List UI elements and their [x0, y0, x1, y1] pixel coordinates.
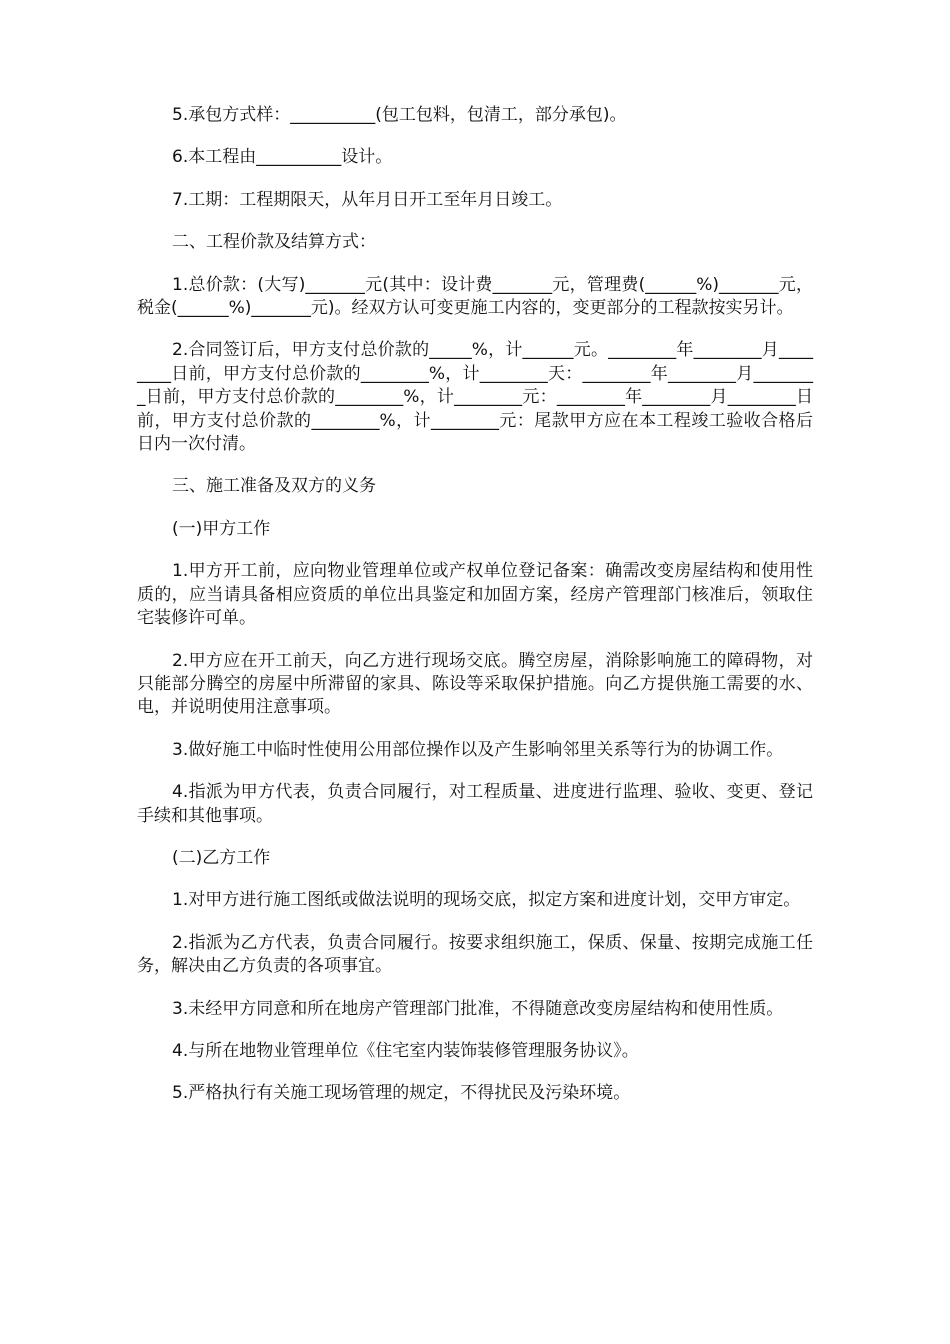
- party-a-item-4: 4.指派为甲方代表，负责合同履行，对工程质量、进度进行监理、验收、变更、登记手续和其他事项。: [137, 782, 813, 826]
- clause-payment-schedule: 2.合同签订后，甲方支付总价款的_____%，计______元。________年________月________日前，甲方支付总价款的________%，计________天：________年________月________日前，甲方支付总价款的________%，计________元：________年________月________日前，甲方支付总价款的________%，计________元：尾款甲方应在本工程竣工验收合格后日内一次付清。: [137, 340, 813, 455]
- section-heading-obligations: 三、施工准备及双方的义务: [172, 476, 376, 497]
- clause-design-party: 6.本工程由__________设计。: [172, 147, 393, 168]
- document-page: [137, 104, 813, 1125]
- subsection-heading-party-b: (二)乙方工作: [172, 847, 271, 868]
- section-heading-price: 二、工程价款及结算方式：: [172, 232, 376, 253]
- party-b-item-4: 4.与所在地物业管理单位《住宅室内装饰装修管理服务协议》。: [172, 1040, 639, 1061]
- party-a-item-2: 2.甲方应在开工前天，向乙方进行现场交底。腾空房屋，消除影响施工的障碍物，对只能部分腾空的房屋中所滞留的家具、陈设等采取保护措施。向乙方提供施工需要的水、电，并说明使用注意事项。: [137, 650, 813, 718]
- party-b-item-1: 1.对甲方进行施工图纸或做法说明的现场交底，拟定方案和进度计划，交甲方审定。: [172, 890, 801, 911]
- party-a-item-1: 1.甲方开工前，应向物业管理单位或产权单位登记备案：确需改变房屋结构和使用性质的，应当请具备相应资质的单位出具鉴定和加固方案，经房产管理部门核准后，领取住宅装修许可单。: [137, 561, 813, 629]
- clause-total-price: 1.总价款：(大写)_______元(其中：设计费_______元，管理费(______%)_______元，税金(______%)_______元)。经双方认可变更施工内容的，变更部分的工程款按实另计。: [137, 274, 813, 319]
- party-b-item-2: 2.指派为乙方代表，负责合同履行。按要求组织施工，保质、保量、按期完成施工任务，解决由乙方负责的各项事宜。: [137, 932, 813, 977]
- party-b-item-5: 5.严格执行有关施工现场管理的规定，不得扰民及污染环境。: [172, 1083, 631, 1104]
- clause-contract-method: 5.承包方式样：__________(包工包料，包清工，部分承包)。: [172, 105, 627, 125]
- party-a-item-3: 3.做好施工中临时性使用公用部位操作以及产生影响邻里关系等行为的协调工作。: [172, 739, 784, 760]
- clause-duration: 7.工期：工程期限天，从年月日开工至年月日竣工。: [172, 189, 563, 210]
- party-b-item-3: 3.未经甲方同意和所在地房产管理部门批准，不得随意改变房屋结构和使用性质。: [172, 998, 784, 1019]
- subsection-heading-party-a: (一)甲方工作: [172, 518, 271, 539]
